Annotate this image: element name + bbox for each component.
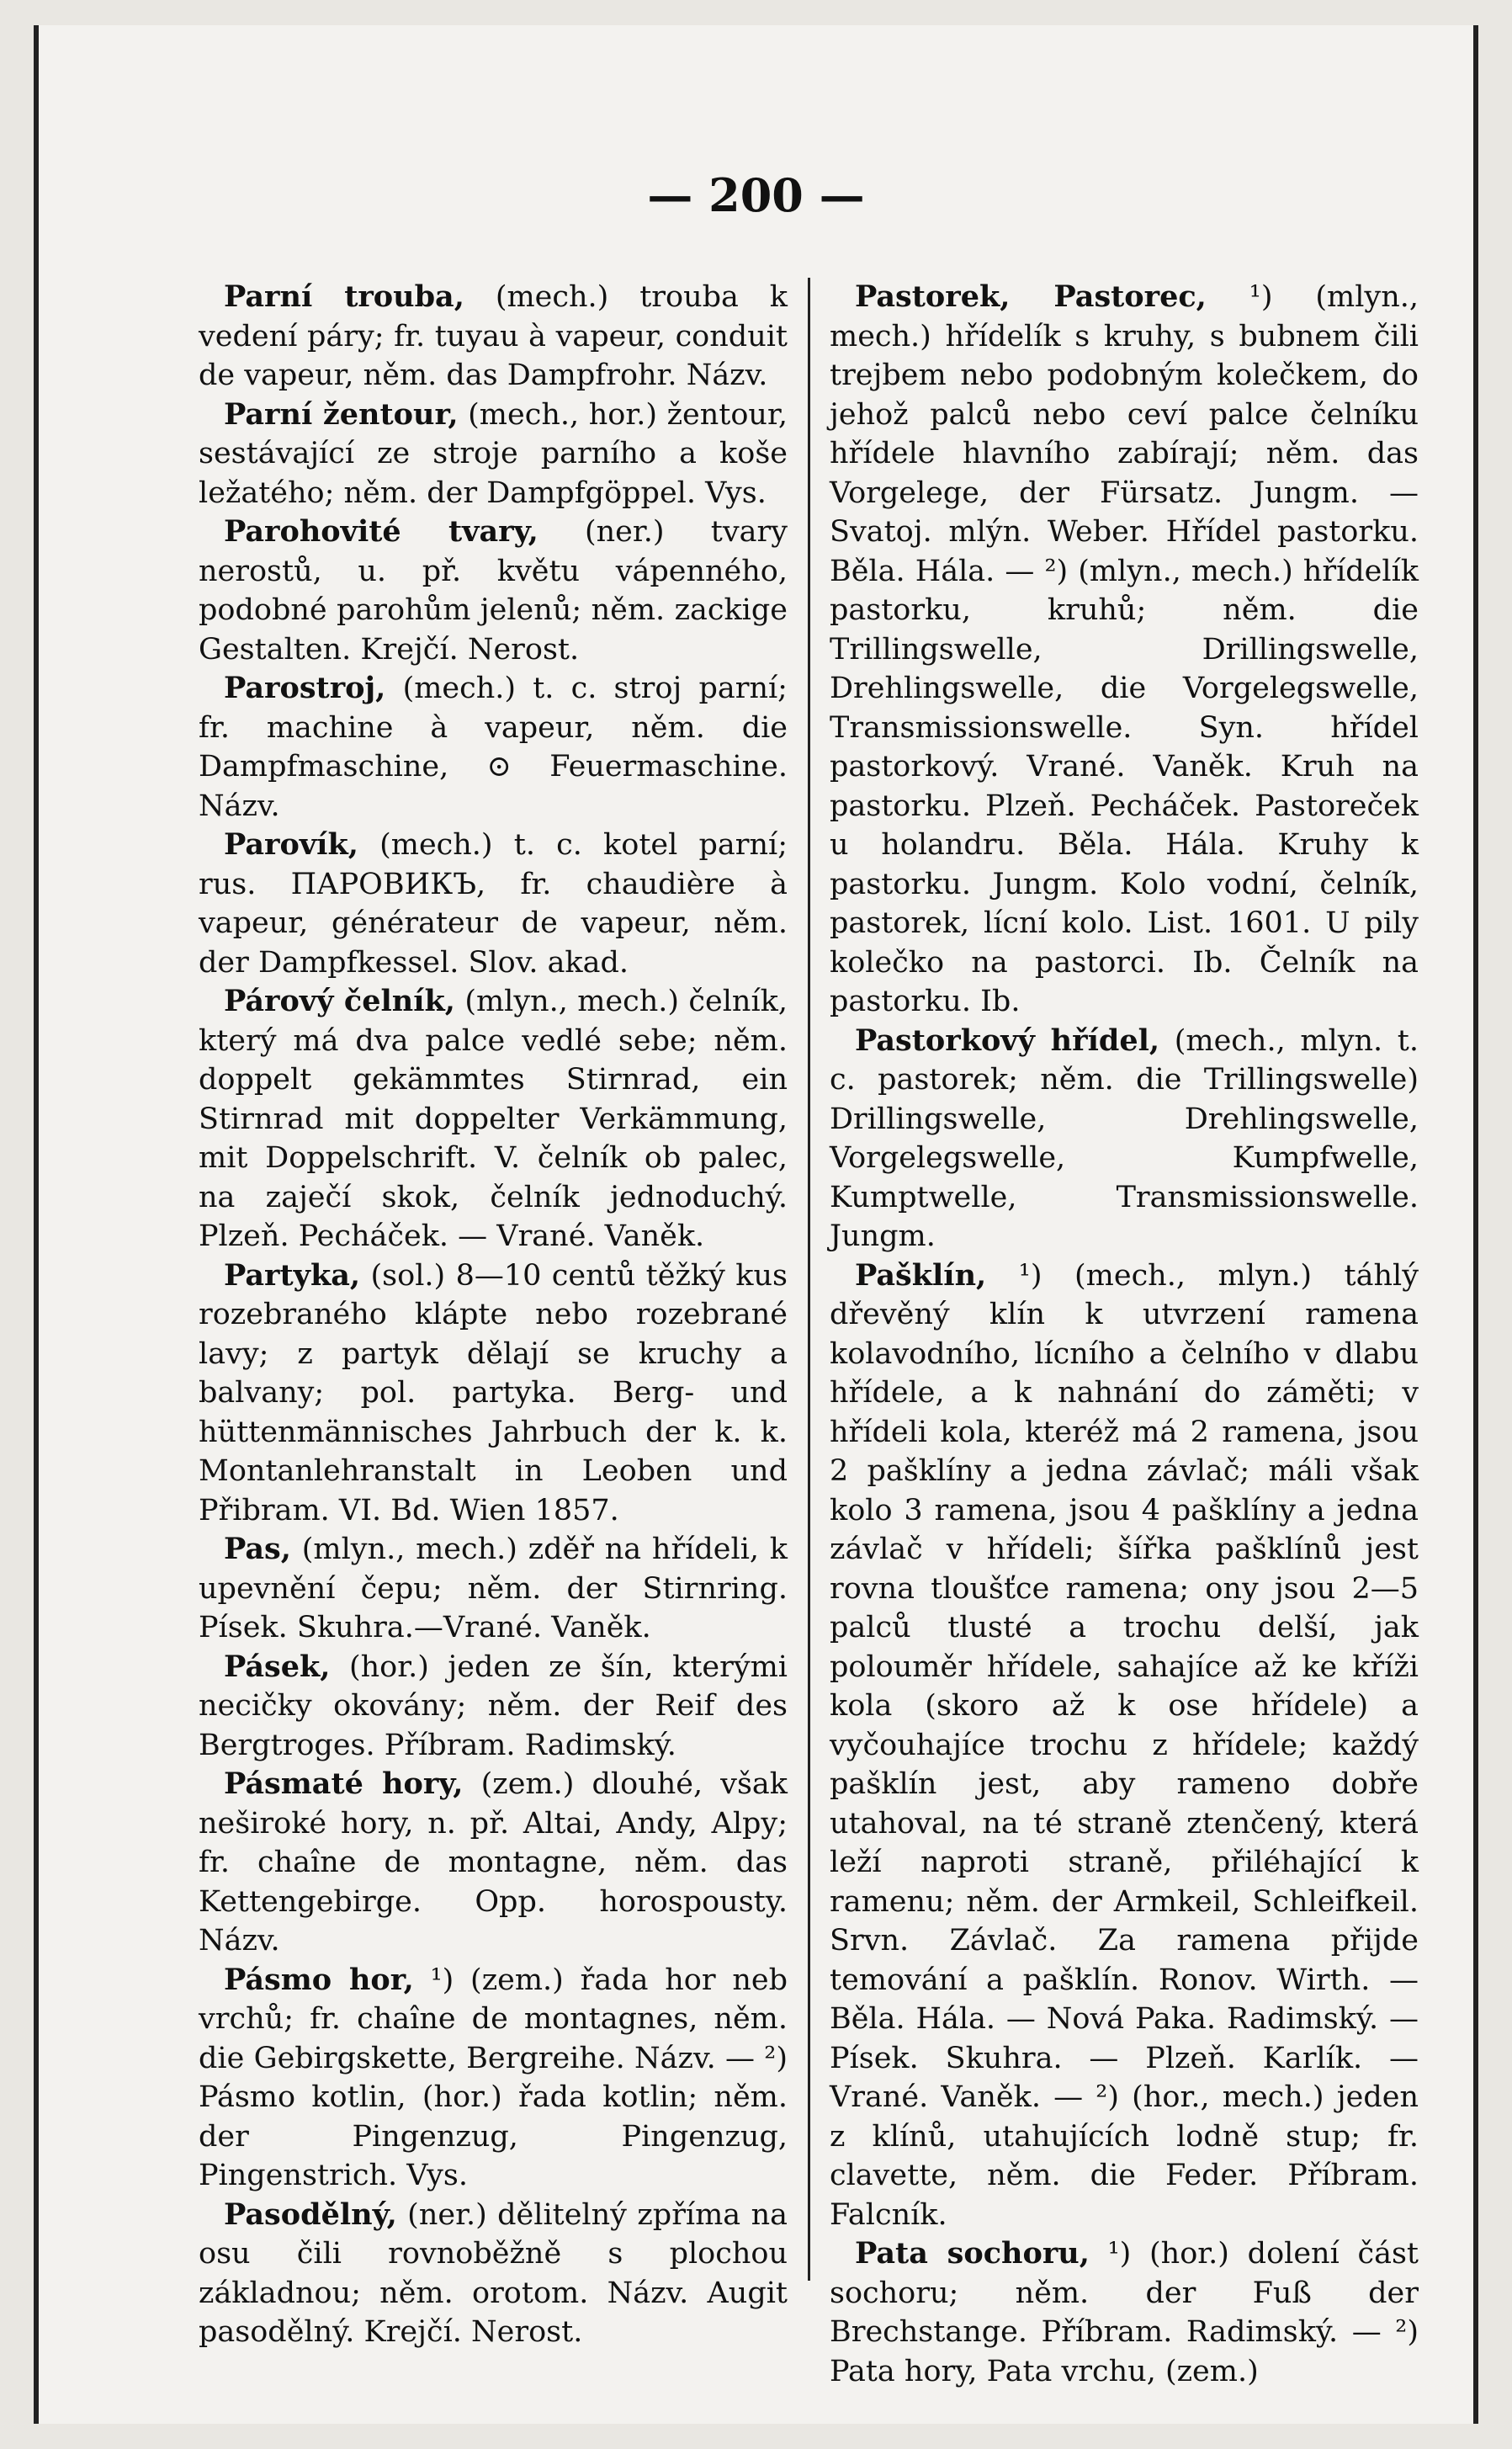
dictionary-entry	[199, 278, 788, 396]
dictionary-entry	[199, 826, 788, 982]
entry-text: (ner.) tvary nerostů, u. př. květu vápenného, podobné parohům jelenů; něm. zackige Gestalten. Krejčí. Nerost.	[199, 515, 788, 667]
entry-headword: Parohovité tvary,	[224, 514, 538, 549]
dictionary-entry	[199, 982, 788, 1256]
entry-text: ¹) (mech., mlyn.) táhlý dřevěný klín k utvrzení ramena kolavodního, lícního a čelního v dlabu hřídele, a k nahnání do záměti; v hřídeli kola, kteréž má 2 ramena, jsou 2 pašklíny a jedna závlač; máli však kolo 3 ramena, jsou 4 pašklíny a jedna závlač v hřídeli; šířka pašklínů jest rovna tloušťce ramena; ony jsou 2—5 palců tlusté a trochu delší, jak polouměr hřídele, sahajíce až ke kříži kola (skoro až k ose hřídele) a vyčouhajíce trochu z hřídele; každý pašklín jest, aby rameno dobře utahoval, na té straně ztenčený, která leží naproti straně, přiléhající k ramenu; něm. der Armkeil, Schleifkeil. Srvn. Závlač. Za ramena přijde temování a pašklín. Ronov. Wirth. — Běla. Hála. — Nová Paka. Radimský. — Písek. Skuhra. — Plzeň. Karlík. — Vrané. Vaněk. — ²) (hor., mech.) jeden z klínů, utahujících lodně stup; fr. clavette, něm. die Feder. Příbram. Falcník.	[830, 1258, 1419, 2232]
dictionary-entry	[830, 1256, 1419, 2235]
entry-headword: Párový čelník,	[224, 984, 455, 1018]
dictionary-entry	[199, 1961, 788, 2196]
dictionary-entry	[199, 2196, 788, 2352]
entry-text: (hor.) jeden ze šín, kterými necičky okovány; něm. der Reif des Bergtroges. Příbram. Radimský.	[199, 1649, 788, 1762]
entry-headword: Pásmaté hory,	[224, 1766, 464, 1801]
entry-text: (sol.) 8—10 centů těžký kus rozebraného klápte nebo rozebrané lavy; z partyk dělají se kruchy a balvany; pol. partyka. Berg- und hüttenmännisches Jahrbuch der k. k. Montanlehranstalt in Leoben und Přibram. VI. Bd. Wien 1857.	[199, 1258, 788, 1527]
entry-headword: Pata sochoru,	[855, 2236, 1090, 2271]
entry-headword: Parostroj,	[224, 671, 386, 705]
right-column	[830, 278, 1419, 2391]
entry-text: (mech., mlyn. t. c. pastorek; něm. die Trillingswelle) Drillingswelle, Drehlingswelle, Vorgelegswelle, Kumpfwelle, Kumptwelle, Transmissionswelle. Jungm.	[830, 1023, 1419, 1253]
entry-text: ¹) (hor.) dolení část sochoru; něm. der Fuß der Brechstange. Příbram. Radimský. — ²) Pata hory, Pata vrchu, (zem.)	[830, 2237, 1419, 2388]
page-number: — 200 —	[647, 168, 865, 222]
dictionary-entry	[199, 1530, 788, 1648]
entry-text: ¹) (mlyn., mech.) hřídelík s kruhy, s bubnem čili trejbem nebo podobným kolečkem, do jehož palců nebo ceví palce čelníku hřídele hlavního zabírají; něm. das Vorgelege, der Fürsatz. Jungm. — Svatoj. mlýn. Weber. Hřídel pastorku. Běla. Hála. — ²) (mlyn., mech.) hřídelík pastorku, kruhů; něm. die Trillingswelle, Drillingswelle, Drehlingswelle, die Vorgelegswelle, Transmissionswelle. Syn. hřídel pastorkový. Vrané. Vaněk. Kruh na pastorku. Plzeň. Pecháček. Pastoreček u holandru. Běla. Hála. Kruhy k pastorku. Jungm. Kolo vodní, čelník, pastorek, lícní kolo. List. 1601. U pily kolečko na pastorci. Ib. Čelník na pastorku. Ib.	[830, 280, 1419, 1018]
entry-text: (mlyn., mech.) zděř na hřídeli, k upevnění čepu; něm. der Stirnring. Písek. Skuhra.—Vrané. Vaněk.	[199, 1533, 788, 1644]
entry-text: (mech.) trouba k vedení páry; fr. tuyau à vapeur, conduit de vapeur, něm. das Dampfrohr. Názv.	[199, 280, 788, 392]
dictionary-entry	[199, 513, 788, 669]
entry-text: (mech.) t. c. kotel parní; rus. ПАРОВИКЪ, fr. chaudière à vapeur, générateur de vapeur, něm. der Dampfkessel. Slov. akad.	[199, 828, 788, 980]
entry-headword: Pásmo hor,	[224, 1962, 414, 1997]
entry-headword: Parní trouba,	[224, 279, 464, 314]
entry-headword: Pašklín,	[855, 1257, 987, 1293]
entry-text: (ner.) dělitelný zpříma na osu čili rovnoběžně s plochou základnou; něm. orotom. Názv. Augit pasodělný. Krejčí. Nerost.	[199, 2197, 788, 2349]
dictionary-entry	[830, 1022, 1419, 1256]
dictionary-entry	[199, 1256, 788, 1531]
dictionary-entry	[199, 669, 788, 826]
entry-text: (mlyn., mech.) čelník, který má dva palce vedlé sebe; něm. doppelt gekämmtes Stirnrad, ein Stirnrad mit doppelter Verkämmung, mit Doppelschrift. V. čelník ob palec, na zaječí skok, čelník jednoduchý. Plzeň. Pecháček. — Vrané. Vaněk.	[199, 985, 788, 1253]
entry-text: (zem.) dlouhé, však neširoké hory, n. př. Altai, Andy, Alpy; fr. chaîne de montagne, něm. das Kettengebirge. Opp. horospousty. Názv.	[199, 1767, 788, 1958]
entry-headword: Pastorkový hřídel,	[855, 1023, 1160, 1058]
entry-headword: Pastorek, Pastorec,	[855, 279, 1207, 314]
dictionary-page	[34, 25, 1478, 2424]
left-column	[199, 278, 788, 2352]
dictionary-entry	[830, 2234, 1419, 2391]
entry-headword: Partyka,	[224, 1257, 361, 1293]
entry-headword: Pas,	[224, 1532, 291, 1566]
entry-text: (mech.) t. c. stroj parní; fr. machine à vapeur, něm. die Dampfmaschine, ⊙ Feuermaschine. Názv.	[199, 672, 788, 823]
dictionary-entry	[199, 1648, 788, 1766]
entry-headword: Parní žentour,	[224, 396, 459, 432]
entry-text: (mech., hor.) žentour, sestávající ze stroje parního a koše ležatého; něm. der Dampfgöppel. Vys.	[199, 397, 788, 510]
column-divider	[808, 278, 810, 2281]
entry-headword: Pasodělný,	[224, 2197, 397, 2232]
entry-text: ¹) (zem.) řada hor neb vrchů; fr. chaîne de montagnes, něm. die Gebirgskette, Bergreihe. Názv. — ²) Pásmo kotlin, (hor.) řada kotlin; něm. der Pingenzug, Pingenzug, Pingenstrich. Vys.	[199, 1963, 788, 2192]
dictionary-entry	[199, 1765, 788, 1961]
entry-headword: Pásek,	[224, 1649, 331, 1684]
dictionary-entry	[199, 396, 788, 513]
dictionary-entry	[830, 278, 1419, 1022]
entry-headword: Parovík,	[224, 827, 358, 862]
